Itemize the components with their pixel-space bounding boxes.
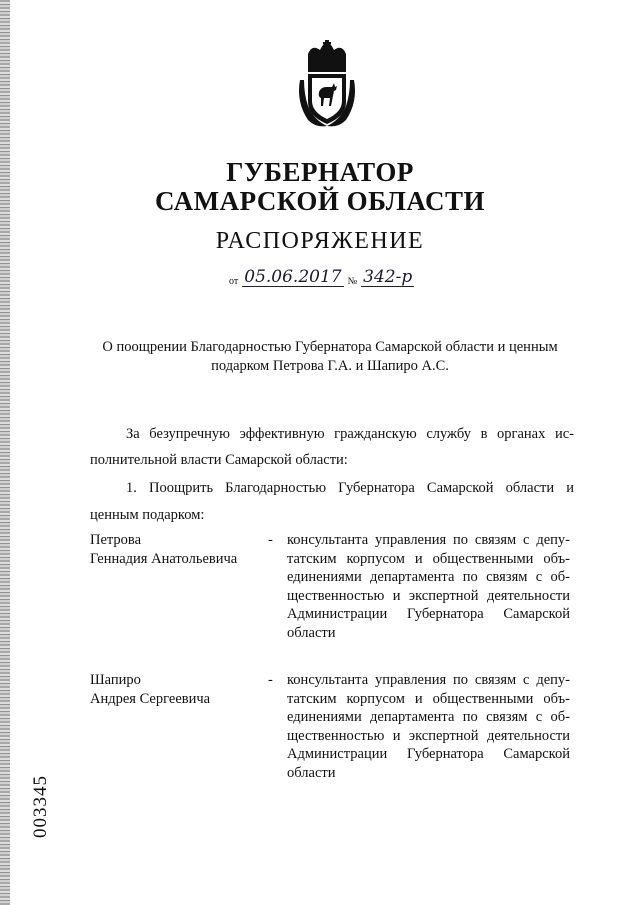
position-line: Администрации Губернатора Самарской <box>287 746 570 763</box>
position-line: татским корпусом и общественными объ- <box>287 550 570 567</box>
position-line: единениями департамента по связям с об- <box>287 569 570 586</box>
awardee-name <box>90 531 265 568</box>
number-prefix: № <box>347 276 358 287</box>
document-number: 342-р <box>363 267 413 287</box>
awardee-surname: Петрова <box>90 532 142 548</box>
awardee-name <box>90 671 265 708</box>
position-line: консультанта управления по связям с депу- <box>287 532 570 548</box>
position-line: Администрации Губернатора Самарской <box>287 606 570 623</box>
awardee-given-names: Геннадия Анатольевича <box>90 550 238 567</box>
position-line: области <box>287 764 336 781</box>
paragraph-1-line: полнительной власти Самарской области: <box>90 452 348 468</box>
awardee-dash: - <box>268 672 273 688</box>
date-prefix: от <box>229 276 239 287</box>
awardee-surname: Шапиро <box>90 672 141 688</box>
subject-line: подарком Петрова Г.А. и Шапиро А.С. <box>211 358 449 374</box>
position-line: татским корпусом и общественными объ- <box>287 690 570 707</box>
issuer-title-line1: ГУБЕРНАТОР <box>226 157 414 187</box>
document-subject <box>80 338 580 376</box>
awardee-dash: - <box>268 532 273 548</box>
document-type-heading: РАСПОРЯЖЕНИЕ <box>215 228 425 254</box>
awardee-position <box>287 531 570 643</box>
document-date-number <box>229 268 414 287</box>
date-value: 05.06.2017 <box>244 267 342 287</box>
position-line: щественностью и экспертной деятельности <box>287 727 570 744</box>
position-line: щественностью и экспертной деятельности <box>287 587 570 604</box>
issuer-title-line2: САМАРСКОЙ ОБЛАСТИ <box>154 186 486 216</box>
samara-coat-of-arms-icon <box>294 40 360 130</box>
paragraph-2-line: 1. Поощрить Благодарностью Губернатора Самарской области и <box>126 480 574 496</box>
position-line: единениями департамента по связям с об- <box>287 709 570 726</box>
registration-stamp-number: 003345 <box>30 775 51 838</box>
scan-edge-artifact <box>0 0 10 905</box>
awardee-given-names: Андрея Сергеевича <box>90 690 211 707</box>
position-line: консультанта управления по связям с депу- <box>287 672 570 688</box>
paragraph-2-line: ценным подарком: <box>90 507 205 523</box>
subject-line: О поощрении Благодарностью Губернатора Самарской области и ценным <box>102 339 558 355</box>
awardee-position <box>287 671 570 783</box>
position-line: области <box>287 624 336 641</box>
paragraph-1-line: За безупречную эффективную гражданскую службу в органах ис- <box>126 426 574 442</box>
